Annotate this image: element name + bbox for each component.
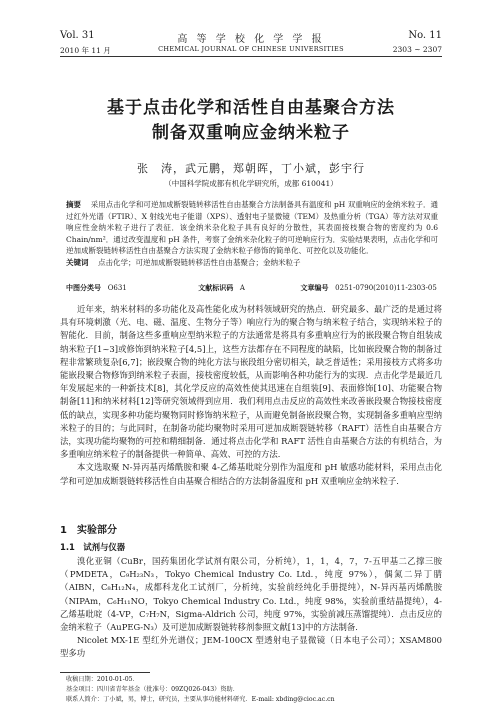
classification-row (66, 283, 438, 293)
issue-date: 2010 年 11 月 (60, 46, 111, 55)
intro-paragraph-2: 本文选取聚 N-异丙基丙烯酰胺和聚 4-乙烯基吡啶分别作为温度和 pH 敏感功能材料，采用点击化学和可逆加成断裂链转移活性自由基聚合相结合的方法制备温度和 pH 双重响应金纳米粒子． (60, 462, 442, 486)
author-list: 张 涛，武元鹏，郑朝晖，丁小斌，彭宇行 (137, 162, 365, 175)
received-date: 收稿日期：2010-01-05． (66, 676, 139, 683)
methods (60, 555, 442, 661)
article-no-label: 文章编号 (300, 283, 329, 292)
keywords-label: 关键词 (66, 257, 89, 267)
abstract-label: 摘要 (66, 200, 82, 209)
clc-label: 中图分类号 (66, 283, 101, 292)
funding-note: 基金项目：四川省青年基金（批准号：09ZQ026-043）资助． (66, 686, 239, 693)
methods-paragraph-2: Nicolet MX-1E 型红外光谱仪；JEM-100CX 型透射电子显微镜（日本电子公司）；XSAM800 型多功 (60, 635, 442, 659)
affiliation: （中国科学院成都有机化学研究所，成都 610041） (164, 179, 338, 188)
abstract-text: 采用点击化学和可逆加成断裂链转移活性自由基聚合方法制备具有温度和 pH 双重响应的金纳米粒子．通过红外光谱（FTIR）、X 射线光电子能谱（XPS）、透射电子显微镜（TEM）及热重分析（TGA）等方法对双重响应性金纳米粒子进行了表征．该金纳米杂化粒子具有良好的分散性，其表面接枝聚合物的密度约为 0.6 Chain/nm²．通过改变温度和 pH 条件，考察了金纳米杂化粒子的可逆响应行为．实验结果表明，点击化学和可逆加成断裂链转移活性自由基聚合方法实现了金纳米粒子修饰的简单化、可控化以及功能化． (66, 200, 439, 256)
doc-code-field (198, 283, 298, 293)
keywords (66, 257, 438, 269)
intro-paragraph-1: 近年来，纳米材料的多功能化及高性能化成为材料领域研究的热点．研究最多、最广泛的是通过将具有环境刺激（光、电、磁、温度、生物分子等）响应行为的聚合物与纳米粒子结合，实现纳米粒子的智能化．目前，制备这些多重响应型纳米粒子的方法通常是将具有多重响应行为的嵌段聚合物自组装成纳米粒子[1~3]或修饰到纳米粒子[4,5]上，这些方法都存在不同程度的缺陷，比如嵌段聚合物的制备过程非常繁琐复杂[6,7]；嵌段聚合物的纯化方法与嵌段组分密切相关，缺乏普适性；采用接枝方式将多功能嵌段聚合物修饰到纳米粒子表面，接枝密度较低，从而影响各种功能行为的实现．点击化学是最近几年发展起来的一种新技术[8]，其化学反应的高效性使其迅速在自组装[9]、表面修饰[10]、功能聚合物制备[11]和纳米材料[12]等研究领域得到应用．我们利用点击反应的高效性来改善嵌段聚合物接枝密度低的缺点，实现多种功能均聚物同时修饰纳米粒子，从而避免制备嵌段聚合物，实现制备多重响应型纳米粒子的目的；与此同时，在制备功能均聚物时采用可逆加成断裂链转移（RAFT）活性自由基聚合方法，实现功能均聚物的可控和精细制备．通过将点击化学和 RAFT 活性自由基聚合方法的有机结合，为多重响应纳米粒子的制备提供一种简单、高效、可控的方法． (60, 304, 442, 460)
header-rule (60, 56, 442, 57)
clc-value: O631 (107, 284, 127, 292)
title-line-2: 制备双重响应金纳米粒子 (152, 123, 350, 143)
journal-name-en: CHEMICAL JOURNAL OF CHINESE UNIVERSITIES (158, 45, 344, 53)
keywords-text: 点击化学；可逆加成断裂链转移活性自由基聚合；金纳米粒子 (98, 257, 301, 267)
volume: Vol. 31 (60, 30, 95, 41)
contact-note: 联系人简介：丁小斌，男，博士，研究员，主要从事功能材料研究．E-mail: xbding@cioc.ac.cn (66, 696, 335, 703)
footnote (66, 675, 442, 705)
abstract (66, 199, 438, 257)
section-heading: 1 实验部分 (60, 525, 117, 536)
doc-code-label: 文献标识码 (198, 283, 234, 292)
journal-name-cn: 高 等 学 校 化 学 学 报 (177, 34, 325, 45)
article-no-value: 0251-0790(2010)11-2303-05 (335, 284, 437, 292)
abstract-block (66, 199, 438, 269)
subsection-heading: 1.1 试剂与仪器 (60, 542, 126, 552)
issue-number: No. 11 (408, 30, 442, 41)
clc-field (66, 283, 196, 293)
page-range: 2303 ~ 2307 (392, 45, 442, 54)
doc-code-value: A (239, 284, 245, 292)
article-no-field (300, 283, 436, 293)
methods-paragraph-1: 溴化亚铜（CuBr，国药集团化学试剂有限公司，分析纯），1，1，4，7，7-五甲基二乙撑三胺（PMDETA，C₉H₂₃N₃，Tokyo Chemical Industry Co. Ltd.，纯度 97%），偶氮二异丁腈（AIBN，C₈H₁₂N₄，成都科龙化工试剂厂，分析纯，实验前经纯化手册提纯），N-异丙基丙烯酰胺（NIPAm，C₆H₁₁NO，Tokyo Chemical Industry Co. Ltd.，纯度 98%，实验前重结晶提纯），4-乙烯基吡啶（4-VP，C₇H₇N，Sigma-Aldrich 公司，纯度 97%，实验前减压蒸馏提纯）．点击反应的金纳米粒子（AuPEG-N₃）及可逆加成断裂链转移剂参照文献[13]中的方法制备． (60, 556, 442, 633)
introduction (60, 303, 442, 488)
title-line-1: 基于点击化学和活性自由基聚合方法 (107, 98, 395, 118)
paper-title (60, 96, 442, 146)
footnote-rule (60, 672, 150, 673)
